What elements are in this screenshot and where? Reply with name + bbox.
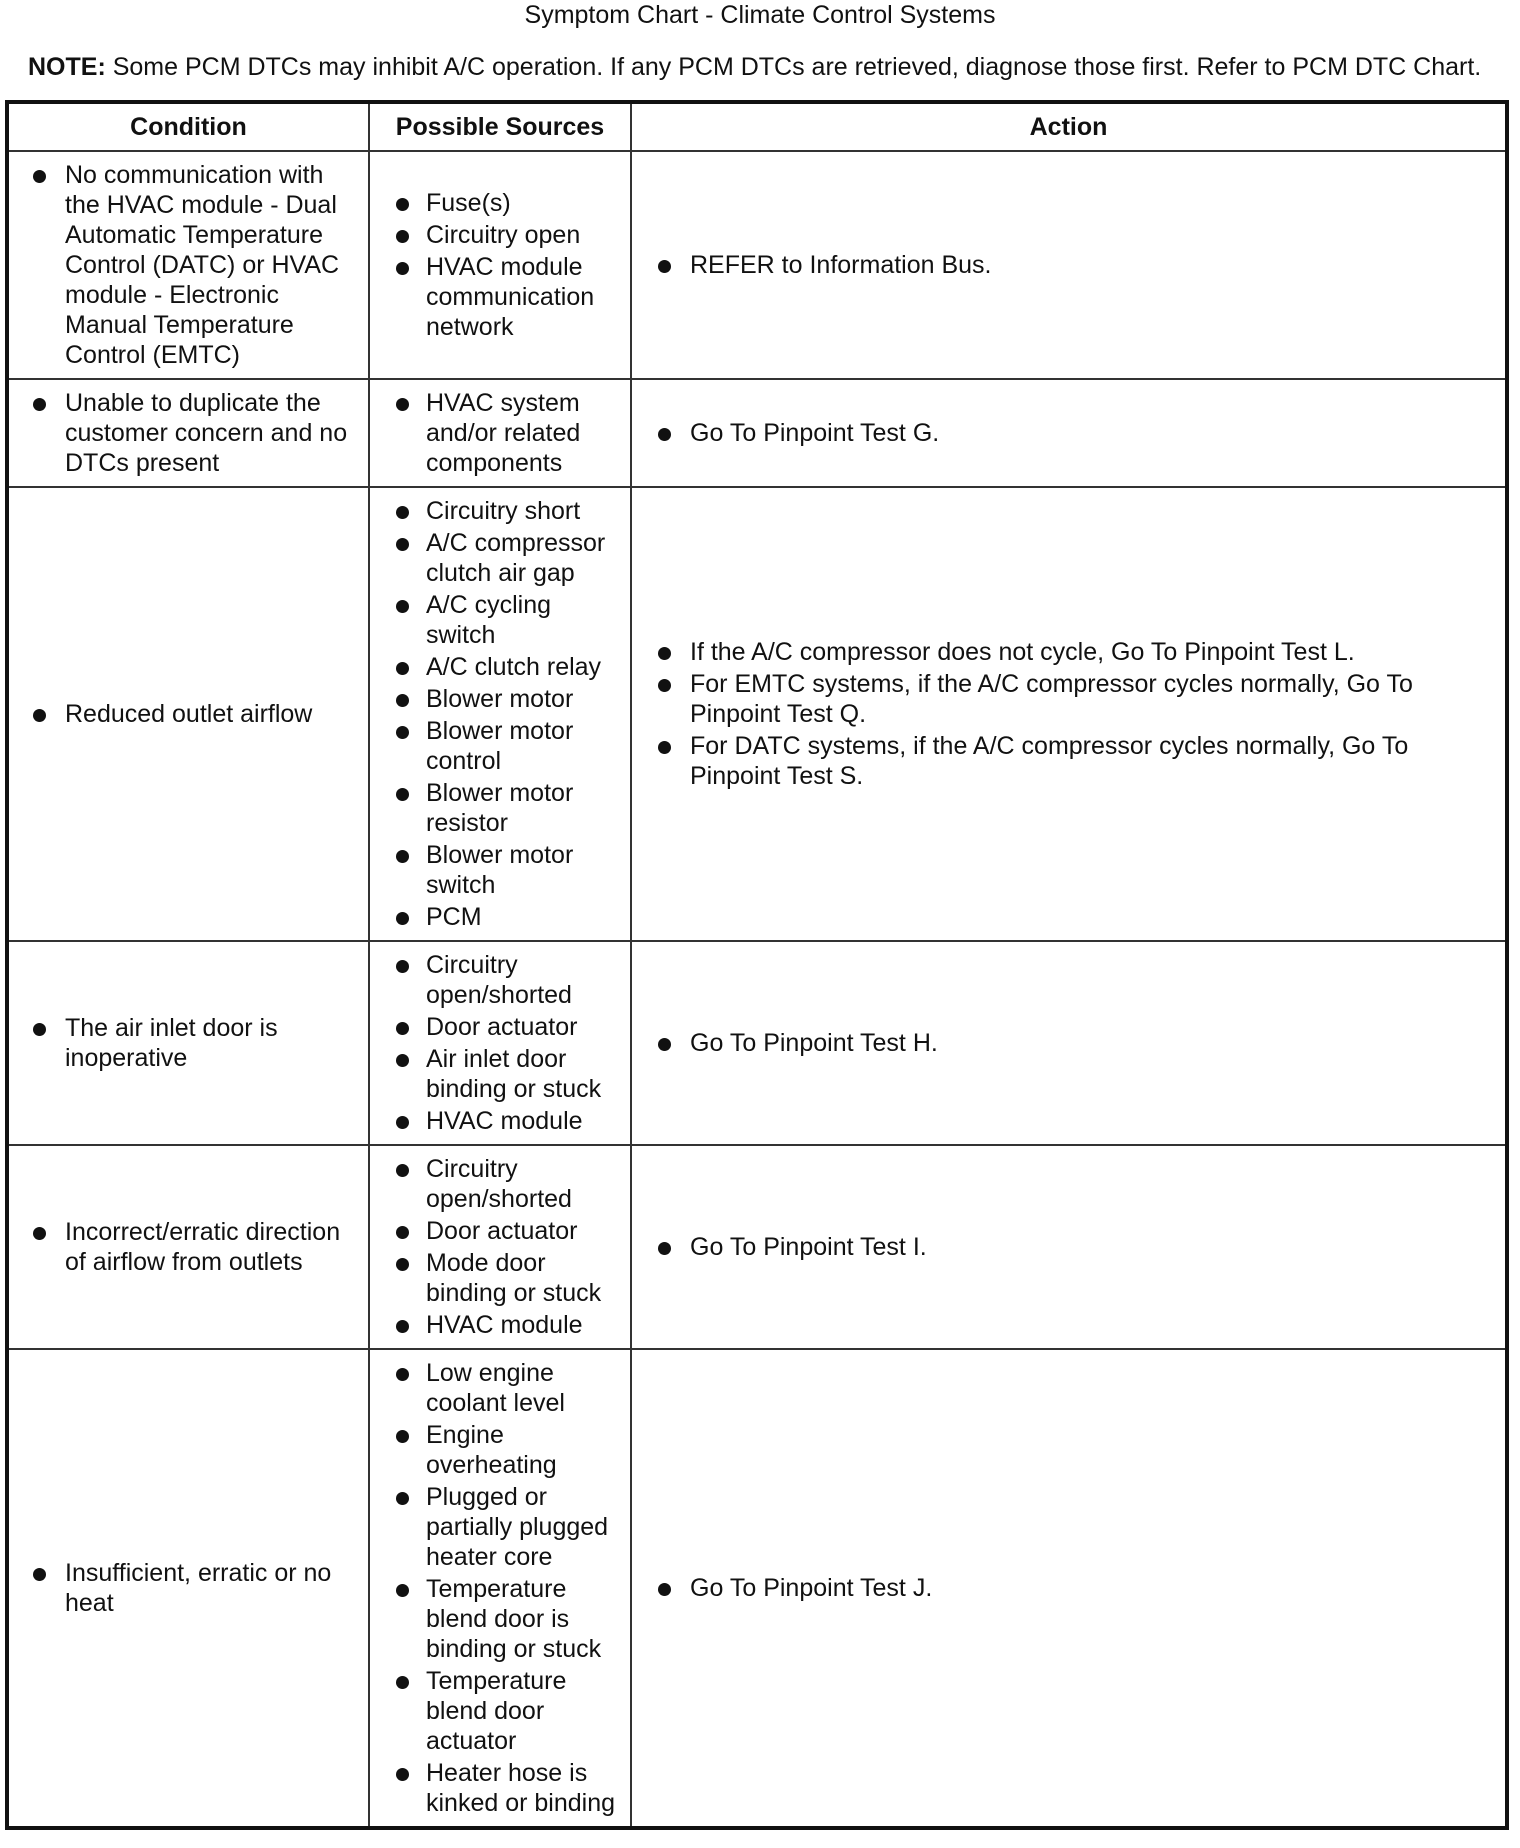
bullet-list <box>656 1573 1495 1603</box>
action-cell <box>631 941 1507 1145</box>
bullet-item: PCM <box>394 902 620 932</box>
bullet-list <box>31 1013 358 1073</box>
bullet-item: Engine overheating <box>394 1420 620 1480</box>
bullet-item: Low engine coolant level <box>394 1358 620 1418</box>
note-text: Some PCM DTCs may inhibit A/C operation. If any PCM DTCs are retrieved, diagnose those first. Refer to PCM DTC Chart. <box>105 53 1482 81</box>
bullet-item: Plugged or partially plugged heater core <box>394 1482 620 1572</box>
bullet-item: Circuitry open <box>394 220 620 250</box>
bullet-item: Temperature blend door is binding or stuck <box>394 1574 620 1664</box>
bullet-item: REFER to Information Bus. <box>656 250 1495 280</box>
bullet-list <box>656 637 1495 791</box>
header-row <box>7 102 1507 151</box>
bullet-list <box>31 1217 358 1277</box>
header-action: Action <box>631 102 1507 151</box>
condition-cell <box>7 1349 369 1828</box>
bullet-list <box>394 188 620 342</box>
bullet-item: Mode door binding or stuck <box>394 1248 620 1308</box>
document-title: Symptom Chart - Climate Control Systems <box>524 1 996 29</box>
bullet-list <box>31 160 358 370</box>
bullet-list <box>31 699 358 729</box>
bullet-item: Go To Pinpoint Test H. <box>656 1028 1495 1058</box>
bullet-item: Temperature blend door actuator <box>394 1666 620 1756</box>
bullet-item: Blower motor switch <box>394 840 620 900</box>
bullet-list <box>394 496 620 932</box>
table-row <box>7 941 1507 1145</box>
bullet-item: Circuitry short <box>394 496 620 526</box>
condition-cell <box>7 1145 369 1349</box>
bullet-item: HVAC module <box>394 1106 620 1136</box>
bullet-item: Blower motor <box>394 684 620 714</box>
action-cell <box>631 487 1507 941</box>
bullet-list <box>394 1358 620 1818</box>
bullet-item: Air inlet door binding or stuck <box>394 1044 620 1104</box>
action-cell <box>631 379 1507 487</box>
bullet-item: HVAC module communication network <box>394 252 620 342</box>
bullet-item: Unable to duplicate the customer concern and no DTCs present <box>31 388 358 478</box>
condition-cell <box>7 487 369 941</box>
note-label: NOTE: <box>28 53 106 81</box>
condition-cell <box>7 151 369 379</box>
bullet-item: Circuitry open/shorted <box>394 950 620 1010</box>
condition-cell <box>7 379 369 487</box>
table-row <box>7 1349 1507 1828</box>
table-body <box>7 151 1507 1828</box>
note-paragraph <box>28 52 1508 82</box>
possible-sources-cell <box>369 379 631 487</box>
bullet-item: Incorrect/erratic direction of airflow from outlets <box>31 1217 358 1277</box>
action-cell <box>631 151 1507 379</box>
bullet-item: Reduced outlet airflow <box>31 699 358 729</box>
header-condition: Condition <box>7 102 369 151</box>
action-cell <box>631 1145 1507 1349</box>
bullet-list <box>656 418 1495 448</box>
table-row <box>7 379 1507 487</box>
bullet-item: No communication with the HVAC module - Dual Automatic Temperature Control (DATC) or HVAC module - Electronic Manual Temperature Control (EMTC) <box>31 160 358 370</box>
table-row <box>7 1145 1507 1349</box>
header-possible-sources: Possible Sources <box>369 102 631 151</box>
possible-sources-cell <box>369 1145 631 1349</box>
bullet-item: Go To Pinpoint Test I. <box>656 1232 1495 1262</box>
bullet-item: Blower motor control <box>394 716 620 776</box>
bullet-list <box>394 388 620 478</box>
bullet-item: Go To Pinpoint Test G. <box>656 418 1495 448</box>
symptom-table <box>5 100 1509 1830</box>
bullet-item: The air inlet door is inoperative <box>31 1013 358 1073</box>
bullet-item: For DATC systems, if the A/C compressor cycles normally, Go To Pinpoint Test S. <box>656 731 1495 791</box>
bullet-item: If the A/C compressor does not cycle, Go To Pinpoint Test L. <box>656 637 1495 667</box>
table-row <box>7 487 1507 941</box>
bullet-item: For EMTC systems, if the A/C compressor cycles normally, Go To Pinpoint Test Q. <box>656 669 1495 729</box>
bullet-list <box>31 388 358 478</box>
bullet-item: A/C clutch relay <box>394 652 620 682</box>
table-row <box>7 151 1507 379</box>
possible-sources-cell <box>369 941 631 1145</box>
bullet-list <box>31 1558 358 1618</box>
bullet-item: Door actuator <box>394 1216 620 1246</box>
possible-sources-cell <box>369 151 631 379</box>
bullet-item: HVAC system and/or related components <box>394 388 620 478</box>
action-cell <box>631 1349 1507 1828</box>
bullet-item: Door actuator <box>394 1012 620 1042</box>
bullet-item: Go To Pinpoint Test J. <box>656 1573 1495 1603</box>
bullet-item: A/C cycling switch <box>394 590 620 650</box>
bullet-item: A/C compressor clutch air gap <box>394 528 620 588</box>
bullet-item: Blower motor resistor <box>394 778 620 838</box>
bullet-item: Heater hose is kinked or binding <box>394 1758 620 1818</box>
condition-cell <box>7 941 369 1145</box>
bullet-item: HVAC module <box>394 1310 620 1340</box>
bullet-list <box>656 1028 1495 1058</box>
bullet-list <box>394 950 620 1136</box>
bullet-item: Fuse(s) <box>394 188 620 218</box>
bullet-list <box>394 1154 620 1340</box>
bullet-item: Insufficient, erratic or no heat <box>31 1558 358 1618</box>
possible-sources-cell <box>369 1349 631 1828</box>
bullet-list <box>656 250 1495 280</box>
bullet-list <box>656 1232 1495 1262</box>
bullet-item: Circuitry open/shorted <box>394 1154 620 1214</box>
possible-sources-cell <box>369 487 631 941</box>
symptom-table-container <box>5 100 1509 1830</box>
